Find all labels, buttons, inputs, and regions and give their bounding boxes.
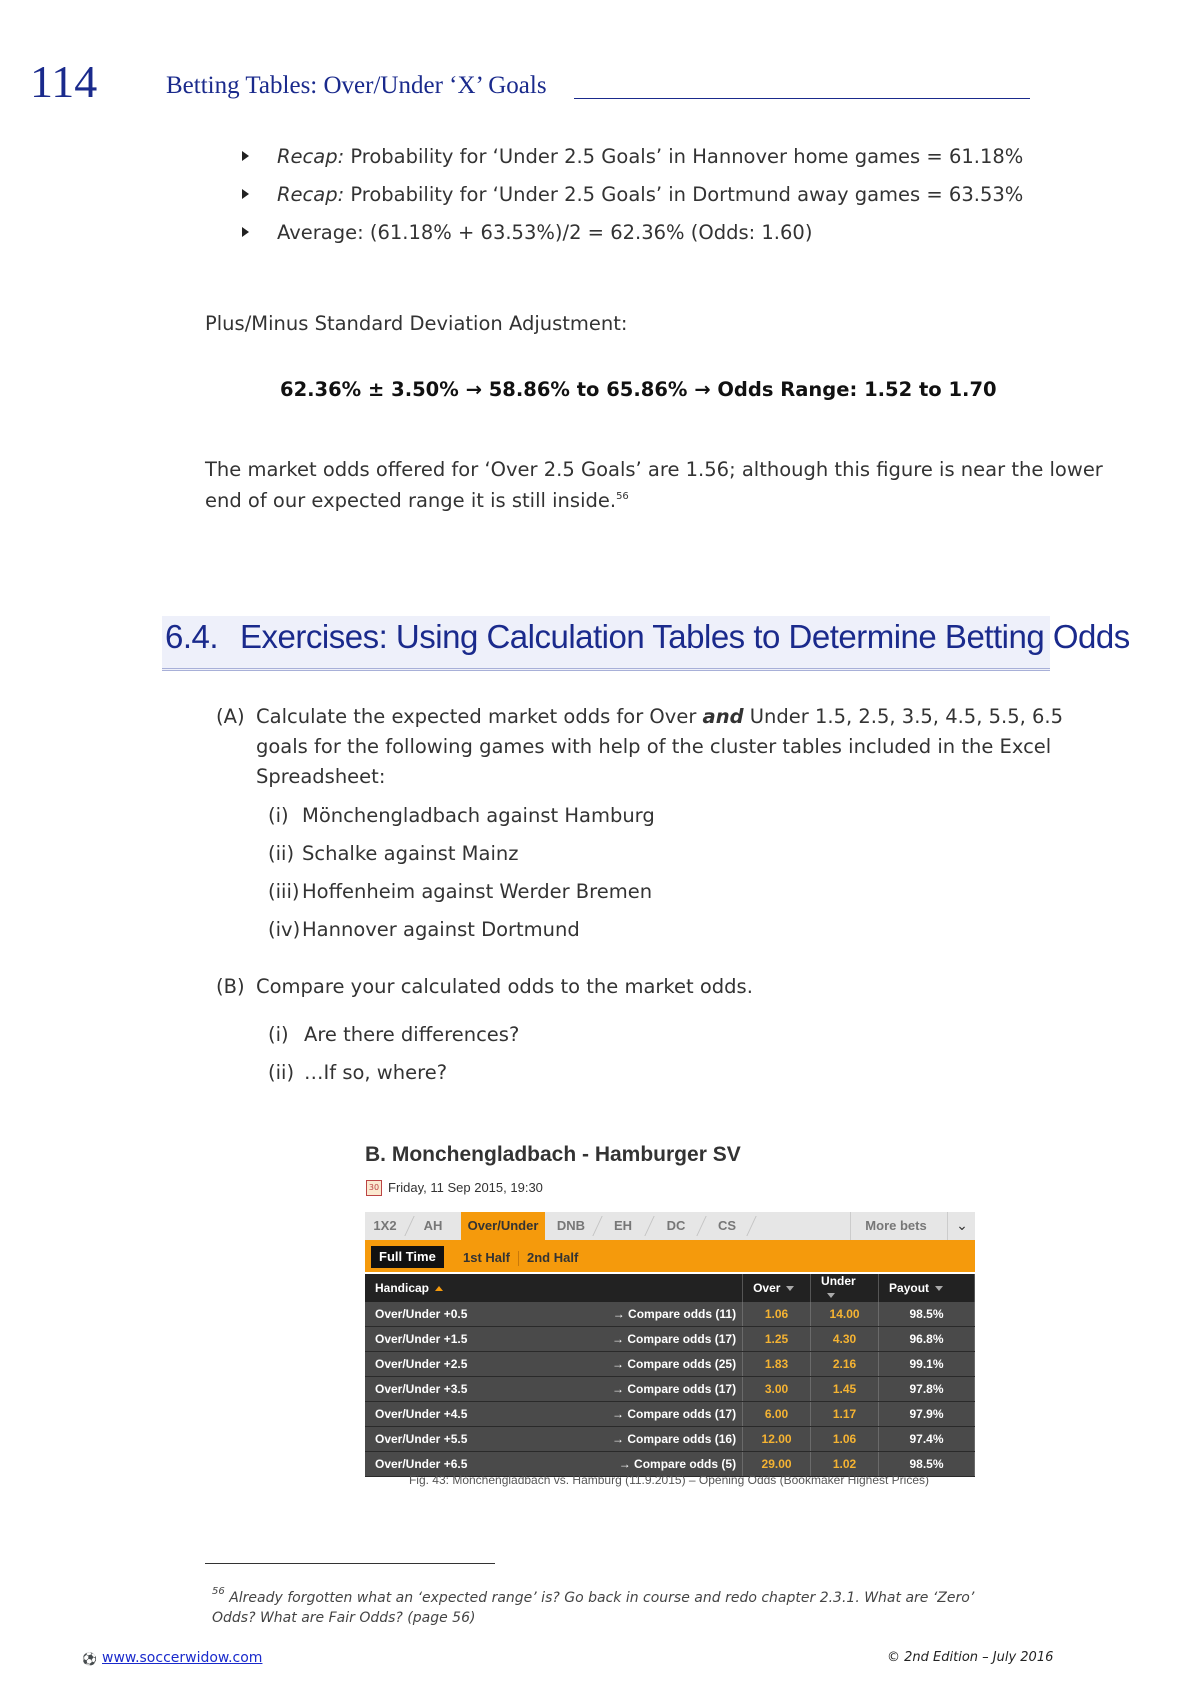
compare-odds[interactable] xyxy=(612,1357,736,1371)
section-title xyxy=(165,618,1130,656)
payout-cell: 98.5% xyxy=(879,1302,975,1327)
sort-icon xyxy=(827,1293,835,1298)
table-header-row xyxy=(365,1274,975,1302)
section-number: 6.4. xyxy=(165,618,219,655)
payout-cell: 99.1% xyxy=(879,1352,975,1377)
bullet-item xyxy=(242,221,812,244)
compare-odds-link[interactable]: Compare odds xyxy=(627,1407,712,1421)
handicap-label: Over/Under +1.5 xyxy=(375,1332,468,1346)
adjustment-formula: 62.36% ± 3.50% → 58.86% to 65.86% → Odds Range: 1.52 to 1.70 xyxy=(280,378,997,401)
bullet-item xyxy=(242,145,1023,168)
handicap-label: Over/Under +3.5 xyxy=(375,1382,468,1396)
bookmaker-count: (11) xyxy=(715,1307,737,1321)
column-header-over[interactable]: Over xyxy=(743,1274,811,1302)
arrow-icon: → xyxy=(612,1432,628,1446)
period-tab-bar xyxy=(365,1240,975,1272)
bookmaker-count: (5) xyxy=(721,1457,737,1471)
over-odds-cell[interactable]: 12.00 xyxy=(743,1427,811,1452)
footnote-rule xyxy=(205,1563,495,1564)
exercise-b-text: Compare your calculated odds to the market odds. xyxy=(256,975,753,998)
payout-cell: 97.8% xyxy=(879,1377,975,1402)
compare-odds-link[interactable]: Compare odds xyxy=(627,1432,712,1446)
exercise-a-item-marker: (iii) xyxy=(268,880,300,903)
column-header-under[interactable]: Under xyxy=(811,1274,879,1302)
footnote-number: 56 xyxy=(212,1586,225,1597)
market-tab-bar xyxy=(365,1212,975,1240)
bullet-text: Probability for ‘Under 2.5 Goals’ in Dortmund away games = 63.53% xyxy=(344,183,1024,206)
under-odds-cell[interactable]: 1.45 xyxy=(811,1377,879,1402)
page-number: 114 xyxy=(30,56,98,107)
exercise-b-item: Are there differences? xyxy=(304,1023,520,1046)
column-header-payout[interactable]: Payout xyxy=(879,1274,975,1302)
table-row xyxy=(365,1402,975,1427)
arrow-icon: → xyxy=(618,1457,635,1471)
more-bets-button[interactable]: More bets xyxy=(850,1212,941,1240)
compare-odds-link[interactable]: Compare odds xyxy=(627,1357,712,1371)
market-paragraph-line2 xyxy=(205,489,629,512)
footnote-ref[interactable]: 56 xyxy=(616,491,629,502)
bookmaker-count: (17) xyxy=(714,1332,737,1346)
table-row xyxy=(365,1427,975,1452)
exercise-b-item: …If so, where? xyxy=(304,1061,448,1084)
sort-icon xyxy=(786,1286,794,1291)
handicap-label: Over/Under +0.5 xyxy=(375,1307,468,1321)
arrow-icon: → xyxy=(612,1382,628,1396)
handicap-row-cell xyxy=(365,1302,743,1327)
arrow-icon: → xyxy=(612,1357,628,1371)
table-row xyxy=(365,1327,975,1352)
arrow-icon: → xyxy=(612,1332,628,1346)
sort-asc-icon xyxy=(435,1286,443,1291)
bullet-label: Recap: xyxy=(277,183,345,206)
over-odds-cell[interactable]: 3.00 xyxy=(743,1377,811,1402)
sort-icon xyxy=(935,1286,943,1291)
running-title: Betting Tables: Over/Under ‘X’ Goals xyxy=(166,72,547,99)
triangle-bullet-icon xyxy=(242,151,249,161)
handicap-row-cell xyxy=(365,1377,743,1402)
figure-caption: Fig. 43: Mönchengladbach vs. Hamburg (11.9.2015) – Opening Odds (Bookmaker Highest Prices) xyxy=(408,1473,930,1487)
compare-odds[interactable] xyxy=(612,1432,736,1446)
tab-cs[interactable]: CS xyxy=(717,1218,737,1233)
edition-note: © 2nd Edition – July 2016 xyxy=(887,1650,1054,1665)
handicap-row-cell xyxy=(365,1352,743,1377)
under-odds-cell[interactable]: 4.30 xyxy=(811,1327,879,1352)
tab-dnb[interactable]: DNB xyxy=(556,1218,586,1233)
column-header-handicap[interactable]: Handicap xyxy=(365,1274,743,1302)
section-title-text: Exercises: Using Calculation Tables to Determine Betting Odds xyxy=(240,618,1130,655)
table-row xyxy=(365,1352,975,1377)
payout-cell: 96.8% xyxy=(879,1327,975,1352)
triangle-bullet-icon xyxy=(242,227,249,237)
over-odds-cell[interactable]: 29.00 xyxy=(743,1452,811,1477)
bullet-text: Probability for ‘Under 2.5 Goals’ in Hannover home games = 61.18% xyxy=(344,145,1024,168)
compare-odds[interactable] xyxy=(612,1407,736,1421)
under-odds-cell[interactable]: 1.17 xyxy=(811,1402,879,1427)
exercise-b-item-marker: (i) xyxy=(268,1023,289,1046)
under-odds-cell[interactable]: 1.02 xyxy=(811,1452,879,1477)
header-rule xyxy=(574,98,1030,99)
compare-odds[interactable] xyxy=(612,1332,736,1346)
footnote xyxy=(212,1582,1012,1628)
tab-1x2[interactable]: 1X2 xyxy=(373,1218,397,1233)
handicap-label: Over/Under +2.5 xyxy=(375,1357,468,1371)
odds-table xyxy=(365,1274,975,1477)
bookmaker-count: (17) xyxy=(714,1382,737,1396)
bookmaker-count: (25) xyxy=(714,1357,737,1371)
handicap-row-cell xyxy=(365,1427,743,1452)
exercise-a-item: Schalke against Mainz xyxy=(302,842,519,865)
exercise-a-item: Hannover against Dortmund xyxy=(302,918,580,941)
figure-caption-clipped xyxy=(362,1473,976,1487)
compare-odds-link[interactable]: Compare odds xyxy=(634,1457,719,1471)
match-title: B. Monchengladbach - Hamburger SV xyxy=(365,1143,741,1166)
exercise-a-line2: goals for the following games with help of the cluster tables included in the Excel xyxy=(256,735,1052,758)
exercise-a-marker: (A) xyxy=(216,705,245,728)
handicap-label: Over/Under +5.5 xyxy=(375,1432,468,1446)
footnote-text: Already forgotten what an ‘expected range’ is? Go back in course and redo chapter 2.3.1. What are ‘Zero’ Odds? What are Fair Odds? (page 56) xyxy=(212,1590,975,1626)
handicap-row-cell xyxy=(365,1402,743,1427)
exercise-a-line3: Spreadsheet: xyxy=(256,765,386,788)
tab-ah[interactable]: AH xyxy=(423,1218,443,1233)
compare-odds[interactable] xyxy=(613,1307,736,1321)
bullet-text: Average: (61.18% + 63.53%)/2 = 62.36% (Odds: 1.60) xyxy=(277,221,813,244)
compare-odds-link[interactable]: Compare odds xyxy=(627,1382,712,1396)
triangle-bullet-icon xyxy=(242,189,249,199)
arrow-icon: → xyxy=(612,1407,628,1421)
under-odds-cell[interactable]: 2.16 xyxy=(811,1352,879,1377)
calendar-icon: 30 xyxy=(366,1180,382,1196)
tab-dc[interactable]: DC xyxy=(666,1218,686,1233)
market-paragraph-text: end of our expected range it is still inside. xyxy=(205,489,617,512)
bullet-label: Recap: xyxy=(277,145,345,168)
under-odds-cell[interactable]: 1.06 xyxy=(811,1427,879,1452)
compare-odds-link[interactable]: Compare odds xyxy=(628,1307,713,1321)
exercise-a-item-marker: (i) xyxy=(268,804,289,827)
tab-over-under[interactable]: Over/Under xyxy=(461,1212,545,1240)
compare-odds[interactable] xyxy=(612,1382,736,1396)
handicap-label: Over/Under +6.5 xyxy=(375,1457,468,1471)
subtab-full-time[interactable]: Full Time xyxy=(371,1246,444,1268)
over-odds-cell[interactable]: 6.00 xyxy=(743,1402,811,1427)
soccer-icon: ⚽ xyxy=(82,1652,97,1666)
table-row xyxy=(365,1377,975,1402)
bullet-item xyxy=(242,183,1023,206)
payout-cell: 97.4% xyxy=(879,1427,975,1452)
exercise-a-item-marker: (ii) xyxy=(268,842,295,865)
compare-odds[interactable] xyxy=(619,1457,736,1471)
subtab-1st-half[interactable]: 1st Half xyxy=(463,1250,510,1265)
tab-eh[interactable]: EH xyxy=(613,1218,633,1233)
subtab-2nd-half[interactable]: 2nd Half xyxy=(527,1250,579,1265)
match-date: Friday, 11 Sep 2015, 19:30 xyxy=(388,1180,543,1195)
exercise-b-marker: (B) xyxy=(216,975,245,998)
exercise-a-line1: Calculate the expected market odds for Over and Under 1.5, 2.5, 3.5, 4.5, 5.5, 6.5 xyxy=(256,705,1064,728)
exercise-a-item: Hoffenheim against Werder Bremen xyxy=(302,880,653,903)
chevron-down-icon[interactable]: ⌄ xyxy=(947,1212,976,1240)
handicap-row-cell xyxy=(365,1327,743,1352)
payout-cell: 97.9% xyxy=(879,1402,975,1427)
bookmaker-count: (17) xyxy=(714,1407,737,1421)
over-odds-cell[interactable]: 1.83 xyxy=(743,1352,811,1377)
over-odds-cell[interactable]: 1.25 xyxy=(743,1327,811,1352)
exercise-a-item-marker: (iv) xyxy=(268,918,301,941)
over-odds-cell[interactable]: 1.06 xyxy=(743,1302,811,1327)
bookmaker-count: (16) xyxy=(714,1432,737,1446)
market-paragraph-line1: The market odds offered for ‘Over 2.5 Goals’ are 1.56; although this figure is near the lower xyxy=(205,458,1103,481)
exercise-b-item-marker: (ii) xyxy=(268,1061,295,1084)
under-odds-cell[interactable]: 14.00 xyxy=(811,1302,879,1327)
arrow-icon: → xyxy=(612,1307,629,1321)
handicap-label: Over/Under +4.5 xyxy=(375,1407,468,1421)
table-row xyxy=(365,1302,975,1327)
website-link[interactable]: www.soccerwidow.com xyxy=(102,1650,263,1666)
exercise-a-item: Mönchengladbach against Hamburg xyxy=(302,804,655,827)
compare-odds-link[interactable]: Compare odds xyxy=(627,1332,712,1346)
payout-cell: 98.5% xyxy=(879,1452,975,1477)
adjustment-heading: Plus/Minus Standard Deviation Adjustment: xyxy=(205,312,628,335)
